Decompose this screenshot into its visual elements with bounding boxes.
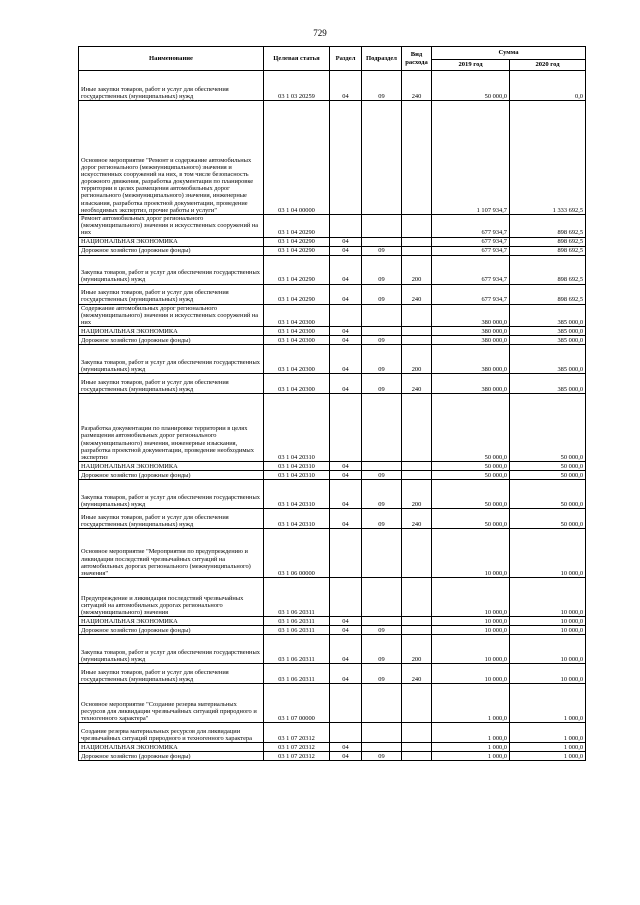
table-row <box>79 345 586 374</box>
cell-name: Дорожное хозяйство (дорожные фонды) <box>79 471 264 480</box>
cell-sum-2019: 380 000,0 <box>432 374 510 394</box>
table-row <box>79 255 586 284</box>
cell-expense-type <box>402 626 432 635</box>
header-name: Наименование <box>79 47 264 71</box>
cell-expense-type: 240 <box>402 509 432 529</box>
cell-expense-type: 240 <box>402 374 432 394</box>
cell-expense-type: 240 <box>402 284 432 304</box>
table-header <box>79 47 586 71</box>
cell-target-article: 03 1 06 20311 <box>264 664 330 684</box>
cell-subsection <box>362 101 402 215</box>
cell-sum-2019: 1 000,0 <box>432 752 510 761</box>
cell-section <box>330 578 362 617</box>
header-year-2019: 2019 год <box>432 60 510 71</box>
cell-sum-2020: 10 000,0 <box>510 578 586 617</box>
cell-name: НАЦИОНАЛЬНАЯ ЭКОНОМИКА <box>79 327 264 336</box>
cell-sum-2020: 50 000,0 <box>510 480 586 509</box>
cell-target-article: 03 1 04 20300 <box>264 345 330 374</box>
cell-section: 04 <box>330 617 362 626</box>
cell-subsection <box>362 462 402 471</box>
cell-sum-2019: 50 000,0 <box>432 71 510 101</box>
cell-subsection <box>362 578 402 617</box>
cell-target-article: 03 1 07 20312 <box>264 743 330 752</box>
cell-sum-2019: 50 000,0 <box>432 480 510 509</box>
cell-target-article: 03 1 04 20300 <box>264 374 330 394</box>
cell-name: Основное мероприятие "Создание резерва материальных ресурсов для ликвидации чрезвычайных ситуаций природного и техногенного характера" <box>79 684 264 723</box>
cell-expense-type: 200 <box>402 345 432 374</box>
cell-expense-type: 240 <box>402 664 432 684</box>
cell-sum-2020: 0,0 <box>510 71 586 101</box>
cell-sum-2019: 380 000,0 <box>432 345 510 374</box>
table-row <box>79 743 586 752</box>
cell-name: НАЦИОНАЛЬНАЯ ЭКОНОМИКА <box>79 237 264 246</box>
budget-table <box>78 46 586 761</box>
cell-name: Иные закупки товаров, работ и услуг для обеспечения государственных (муниципальных) нужд <box>79 509 264 529</box>
cell-expense-type <box>402 101 432 215</box>
table-row <box>79 723 586 743</box>
cell-sum-2019: 380 000,0 <box>432 304 510 327</box>
cell-section: 04 <box>330 327 362 336</box>
table-row <box>79 664 586 684</box>
cell-sum-2019: 677 934,7 <box>432 246 510 255</box>
table-row <box>79 509 586 529</box>
cell-expense-type <box>402 752 432 761</box>
cell-section: 04 <box>330 237 362 246</box>
cell-sum-2019: 1 000,0 <box>432 743 510 752</box>
cell-subsection: 09 <box>362 664 402 684</box>
table-row <box>79 752 586 761</box>
cell-subsection <box>362 215 402 238</box>
cell-target-article: 03 1 04 20300 <box>264 327 330 336</box>
cell-expense-type <box>402 304 432 327</box>
cell-sum-2020: 10 000,0 <box>510 529 586 578</box>
cell-subsection <box>362 304 402 327</box>
cell-sum-2020: 898 692,5 <box>510 237 586 246</box>
cell-sum-2020: 385 000,0 <box>510 345 586 374</box>
cell-sum-2020: 10 000,0 <box>510 626 586 635</box>
cell-sum-2019: 1 000,0 <box>432 684 510 723</box>
cell-target-article: 03 1 07 20312 <box>264 752 330 761</box>
cell-subsection <box>362 684 402 723</box>
cell-expense-type <box>402 336 432 345</box>
cell-sum-2019: 10 000,0 <box>432 635 510 664</box>
cell-target-article: 03 1 04 20300 <box>264 304 330 327</box>
table-row <box>79 471 586 480</box>
cell-name: Ремонт автомобильных дорог регионального (межмуниципального) значения и искусственных сооружений на них <box>79 215 264 238</box>
cell-subsection: 09 <box>362 374 402 394</box>
cell-expense-type: 200 <box>402 635 432 664</box>
table-row <box>79 617 586 626</box>
cell-section <box>330 529 362 578</box>
cell-target-article: 03 1 04 20290 <box>264 237 330 246</box>
table-row <box>79 246 586 255</box>
cell-subsection <box>362 237 402 246</box>
cell-subsection <box>362 394 402 462</box>
cell-target-article: 03 1 06 20311 <box>264 635 330 664</box>
cell-sum-2019: 677 934,7 <box>432 255 510 284</box>
cell-expense-type <box>402 471 432 480</box>
cell-target-article: 03 1 04 20310 <box>264 462 330 471</box>
cell-expense-type <box>402 462 432 471</box>
cell-subsection: 09 <box>362 345 402 374</box>
cell-target-article: 03 1 04 20300 <box>264 336 330 345</box>
cell-name: Создание резерва материальных ресурсов для ликвидации чрезвычайных ситуаций природного и техногенного характера <box>79 723 264 743</box>
cell-subsection <box>362 743 402 752</box>
cell-subsection: 09 <box>362 480 402 509</box>
cell-expense-type <box>402 684 432 723</box>
cell-expense-type <box>402 743 432 752</box>
header-subsection: Подраздел <box>362 47 402 71</box>
table-row <box>79 635 586 664</box>
cell-section: 04 <box>330 509 362 529</box>
table-row <box>79 480 586 509</box>
cell-name: Иные закупки товаров, работ и услуг для обеспечения государственных (муниципальных) нужд <box>79 284 264 304</box>
cell-name: НАЦИОНАЛЬНАЯ ЭКОНОМИКА <box>79 743 264 752</box>
header-target-article: Целевая статья <box>264 47 330 71</box>
cell-subsection: 09 <box>362 471 402 480</box>
cell-sum-2020: 1 000,0 <box>510 684 586 723</box>
cell-section: 04 <box>330 462 362 471</box>
cell-sum-2019: 50 000,0 <box>432 394 510 462</box>
cell-sum-2020: 385 000,0 <box>510 327 586 336</box>
cell-expense-type: 240 <box>402 71 432 101</box>
header-year-2020: 2020 год <box>510 60 586 71</box>
cell-expense-type <box>402 394 432 462</box>
cell-expense-type <box>402 529 432 578</box>
table-row <box>79 304 586 327</box>
cell-subsection: 09 <box>362 752 402 761</box>
table-row <box>79 374 586 394</box>
cell-target-article: 03 1 04 20310 <box>264 394 330 462</box>
header-sum: Сумма <box>432 47 586 60</box>
table-row <box>79 327 586 336</box>
cell-target-article: 03 1 04 20310 <box>264 480 330 509</box>
cell-subsection: 09 <box>362 509 402 529</box>
table-row <box>79 215 586 238</box>
cell-subsection: 09 <box>362 255 402 284</box>
table-row <box>79 684 586 723</box>
cell-subsection <box>362 723 402 743</box>
table-row <box>79 462 586 471</box>
cell-sum-2020: 1 000,0 <box>510 743 586 752</box>
table-row <box>79 626 586 635</box>
cell-target-article: 03 1 04 20290 <box>264 246 330 255</box>
cell-target-article: 03 1 04 20310 <box>264 471 330 480</box>
table-row <box>79 394 586 462</box>
cell-sum-2020: 10 000,0 <box>510 635 586 664</box>
cell-section: 04 <box>330 284 362 304</box>
cell-name: Предупреждение и ликвидация последствий чрезвычайных ситуаций на автомобильных дорогах регионального (межмуниципального) значения <box>79 578 264 617</box>
cell-subsection <box>362 327 402 336</box>
table-row <box>79 101 586 215</box>
cell-section: 04 <box>330 345 362 374</box>
cell-sum-2020: 10 000,0 <box>510 664 586 684</box>
cell-sum-2020: 50 000,0 <box>510 509 586 529</box>
cell-sum-2020: 10 000,0 <box>510 617 586 626</box>
cell-sum-2019: 1 107 934,7 <box>432 101 510 215</box>
cell-section <box>330 684 362 723</box>
cell-name: Дорожное хозяйство (дорожные фонды) <box>79 336 264 345</box>
cell-sum-2020: 898 692,5 <box>510 284 586 304</box>
cell-subsection: 09 <box>362 336 402 345</box>
cell-section: 04 <box>330 752 362 761</box>
cell-sum-2020: 898 692,5 <box>510 215 586 238</box>
cell-sum-2019: 677 934,7 <box>432 284 510 304</box>
table-row <box>79 284 586 304</box>
cell-sum-2019: 10 000,0 <box>432 617 510 626</box>
cell-section: 04 <box>330 471 362 480</box>
cell-name: Закупка товаров, работ и услуг для обеспечения государственных (муниципальных) нужд <box>79 480 264 509</box>
cell-section: 04 <box>330 71 362 101</box>
cell-sum-2019: 677 934,7 <box>432 215 510 238</box>
table-row <box>79 336 586 345</box>
cell-target-article: 03 1 04 20290 <box>264 215 330 238</box>
cell-expense-type <box>402 578 432 617</box>
cell-sum-2019: 10 000,0 <box>432 578 510 617</box>
cell-name: Закупка товаров, работ и услуг для обеспечения государственных (муниципальных) нужд <box>79 635 264 664</box>
table-row <box>79 71 586 101</box>
cell-expense-type <box>402 723 432 743</box>
table-row <box>79 578 586 617</box>
cell-target-article: 03 1 04 00000 <box>264 101 330 215</box>
cell-name: Содержание автомобильных дорог регионального (межмуниципального) значения и искусственных сооружений на них <box>79 304 264 327</box>
cell-name: Иные закупки товаров, работ и услуг для обеспечения государственных (муниципальных) нужд <box>79 71 264 101</box>
cell-subsection: 09 <box>362 246 402 255</box>
cell-sum-2019: 1 000,0 <box>432 723 510 743</box>
cell-target-article: 03 1 06 20311 <box>264 617 330 626</box>
cell-target-article: 03 1 06 20311 <box>264 578 330 617</box>
cell-name: Дорожное хозяйство (дорожные фонды) <box>79 626 264 635</box>
cell-target-article: 03 1 04 20290 <box>264 284 330 304</box>
table-row <box>79 237 586 246</box>
cell-section: 04 <box>330 374 362 394</box>
cell-sum-2019: 380 000,0 <box>432 327 510 336</box>
cell-sum-2019: 10 000,0 <box>432 529 510 578</box>
cell-name: Дорожное хозяйство (дорожные фонды) <box>79 246 264 255</box>
cell-expense-type <box>402 215 432 238</box>
cell-section <box>330 101 362 215</box>
cell-sum-2020: 1 000,0 <box>510 752 586 761</box>
cell-subsection: 09 <box>362 635 402 664</box>
cell-sum-2019: 10 000,0 <box>432 626 510 635</box>
header-expense-type: Вид расхода <box>402 47 432 71</box>
cell-section <box>330 723 362 743</box>
cell-sum-2020: 385 000,0 <box>510 336 586 345</box>
cell-sum-2020: 1 333 692,5 <box>510 101 586 215</box>
cell-section: 04 <box>330 480 362 509</box>
cell-section: 04 <box>330 635 362 664</box>
cell-sum-2019: 677 934,7 <box>432 237 510 246</box>
cell-section: 04 <box>330 664 362 684</box>
cell-subsection <box>362 529 402 578</box>
cell-name: Закупка товаров, работ и услуг для обеспечения государственных (муниципальных) нужд <box>79 255 264 284</box>
cell-sum-2020: 50 000,0 <box>510 394 586 462</box>
cell-name: Разработка документации по планировке территории в целях размещения автомобильных дорог регионального (межмуниципального) значения, инженерные изыскания, разработка проектной документации, проведение необходимых экспертиз <box>79 394 264 462</box>
cell-expense-type <box>402 237 432 246</box>
page-number: 729 <box>313 28 327 38</box>
cell-expense-type: 200 <box>402 255 432 284</box>
cell-section: 04 <box>330 336 362 345</box>
cell-sum-2020: 50 000,0 <box>510 462 586 471</box>
cell-name: Иные закупки товаров, работ и услуг для обеспечения государственных (муниципальных) нужд <box>79 374 264 394</box>
cell-sum-2020: 898 692,5 <box>510 246 586 255</box>
cell-subsection: 09 <box>362 626 402 635</box>
cell-section <box>330 394 362 462</box>
cell-sum-2019: 50 000,0 <box>432 471 510 480</box>
cell-section: 04 <box>330 743 362 752</box>
cell-sum-2019: 50 000,0 <box>432 462 510 471</box>
cell-sum-2019: 10 000,0 <box>432 664 510 684</box>
cell-section <box>330 304 362 327</box>
cell-name: Основное мероприятие "Мероприятия по предупреждению и ликвидации последствий чрезвычайных ситуаций на автомобильных дорогах регионального (межмуниципального) значения" <box>79 529 264 578</box>
cell-sum-2020: 1 000,0 <box>510 723 586 743</box>
cell-name: Иные закупки товаров, работ и услуг для обеспечения государственных (муниципальных) нужд <box>79 664 264 684</box>
cell-target-article: 03 1 04 20290 <box>264 255 330 284</box>
table-row <box>79 529 586 578</box>
cell-expense-type: 200 <box>402 480 432 509</box>
cell-target-article: 03 1 07 00000 <box>264 684 330 723</box>
cell-target-article: 03 1 07 20312 <box>264 723 330 743</box>
table-body <box>79 71 586 761</box>
cell-target-article: 03 1 06 00000 <box>264 529 330 578</box>
cell-sum-2020: 898 692,5 <box>510 255 586 284</box>
cell-target-article: 03 1 04 20310 <box>264 509 330 529</box>
cell-expense-type <box>402 327 432 336</box>
cell-name: НАЦИОНАЛЬНАЯ ЭКОНОМИКА <box>79 462 264 471</box>
cell-expense-type <box>402 246 432 255</box>
cell-sum-2020: 50 000,0 <box>510 471 586 480</box>
cell-name: НАЦИОНАЛЬНАЯ ЭКОНОМИКА <box>79 617 264 626</box>
cell-sum-2019: 50 000,0 <box>432 509 510 529</box>
cell-subsection: 09 <box>362 284 402 304</box>
cell-sum-2020: 385 000,0 <box>510 304 586 327</box>
cell-section <box>330 215 362 238</box>
cell-name: Основное мероприятие "Ремонт и содержание автомобильных дорог регионального (межмуниципального) значения и искусственных сооружений на них, в том числе безопасность дорожного движения, разработка документации по планировке территории в целях размещения автомобильных дорог регионального (межмуниципального) значения, инженерные изыскания, разработка проектной документации, проведение необходимых экспертиз, прочие работы и услуги" <box>79 101 264 215</box>
header-section: Раздел <box>330 47 362 71</box>
cell-sum-2019: 380 000,0 <box>432 336 510 345</box>
cell-section: 04 <box>330 255 362 284</box>
cell-name: Закупка товаров, работ и услуг для обеспечения государственных (муниципальных) нужд <box>79 345 264 374</box>
cell-sum-2020: 385 000,0 <box>510 374 586 394</box>
cell-name: Дорожное хозяйство (дорожные фонды) <box>79 752 264 761</box>
cell-section: 04 <box>330 246 362 255</box>
cell-target-article: 03 1 06 20311 <box>264 626 330 635</box>
cell-subsection: 09 <box>362 71 402 101</box>
cell-target-article: 03 1 03 20259 <box>264 71 330 101</box>
cell-subsection <box>362 617 402 626</box>
cell-section: 04 <box>330 626 362 635</box>
cell-expense-type <box>402 617 432 626</box>
